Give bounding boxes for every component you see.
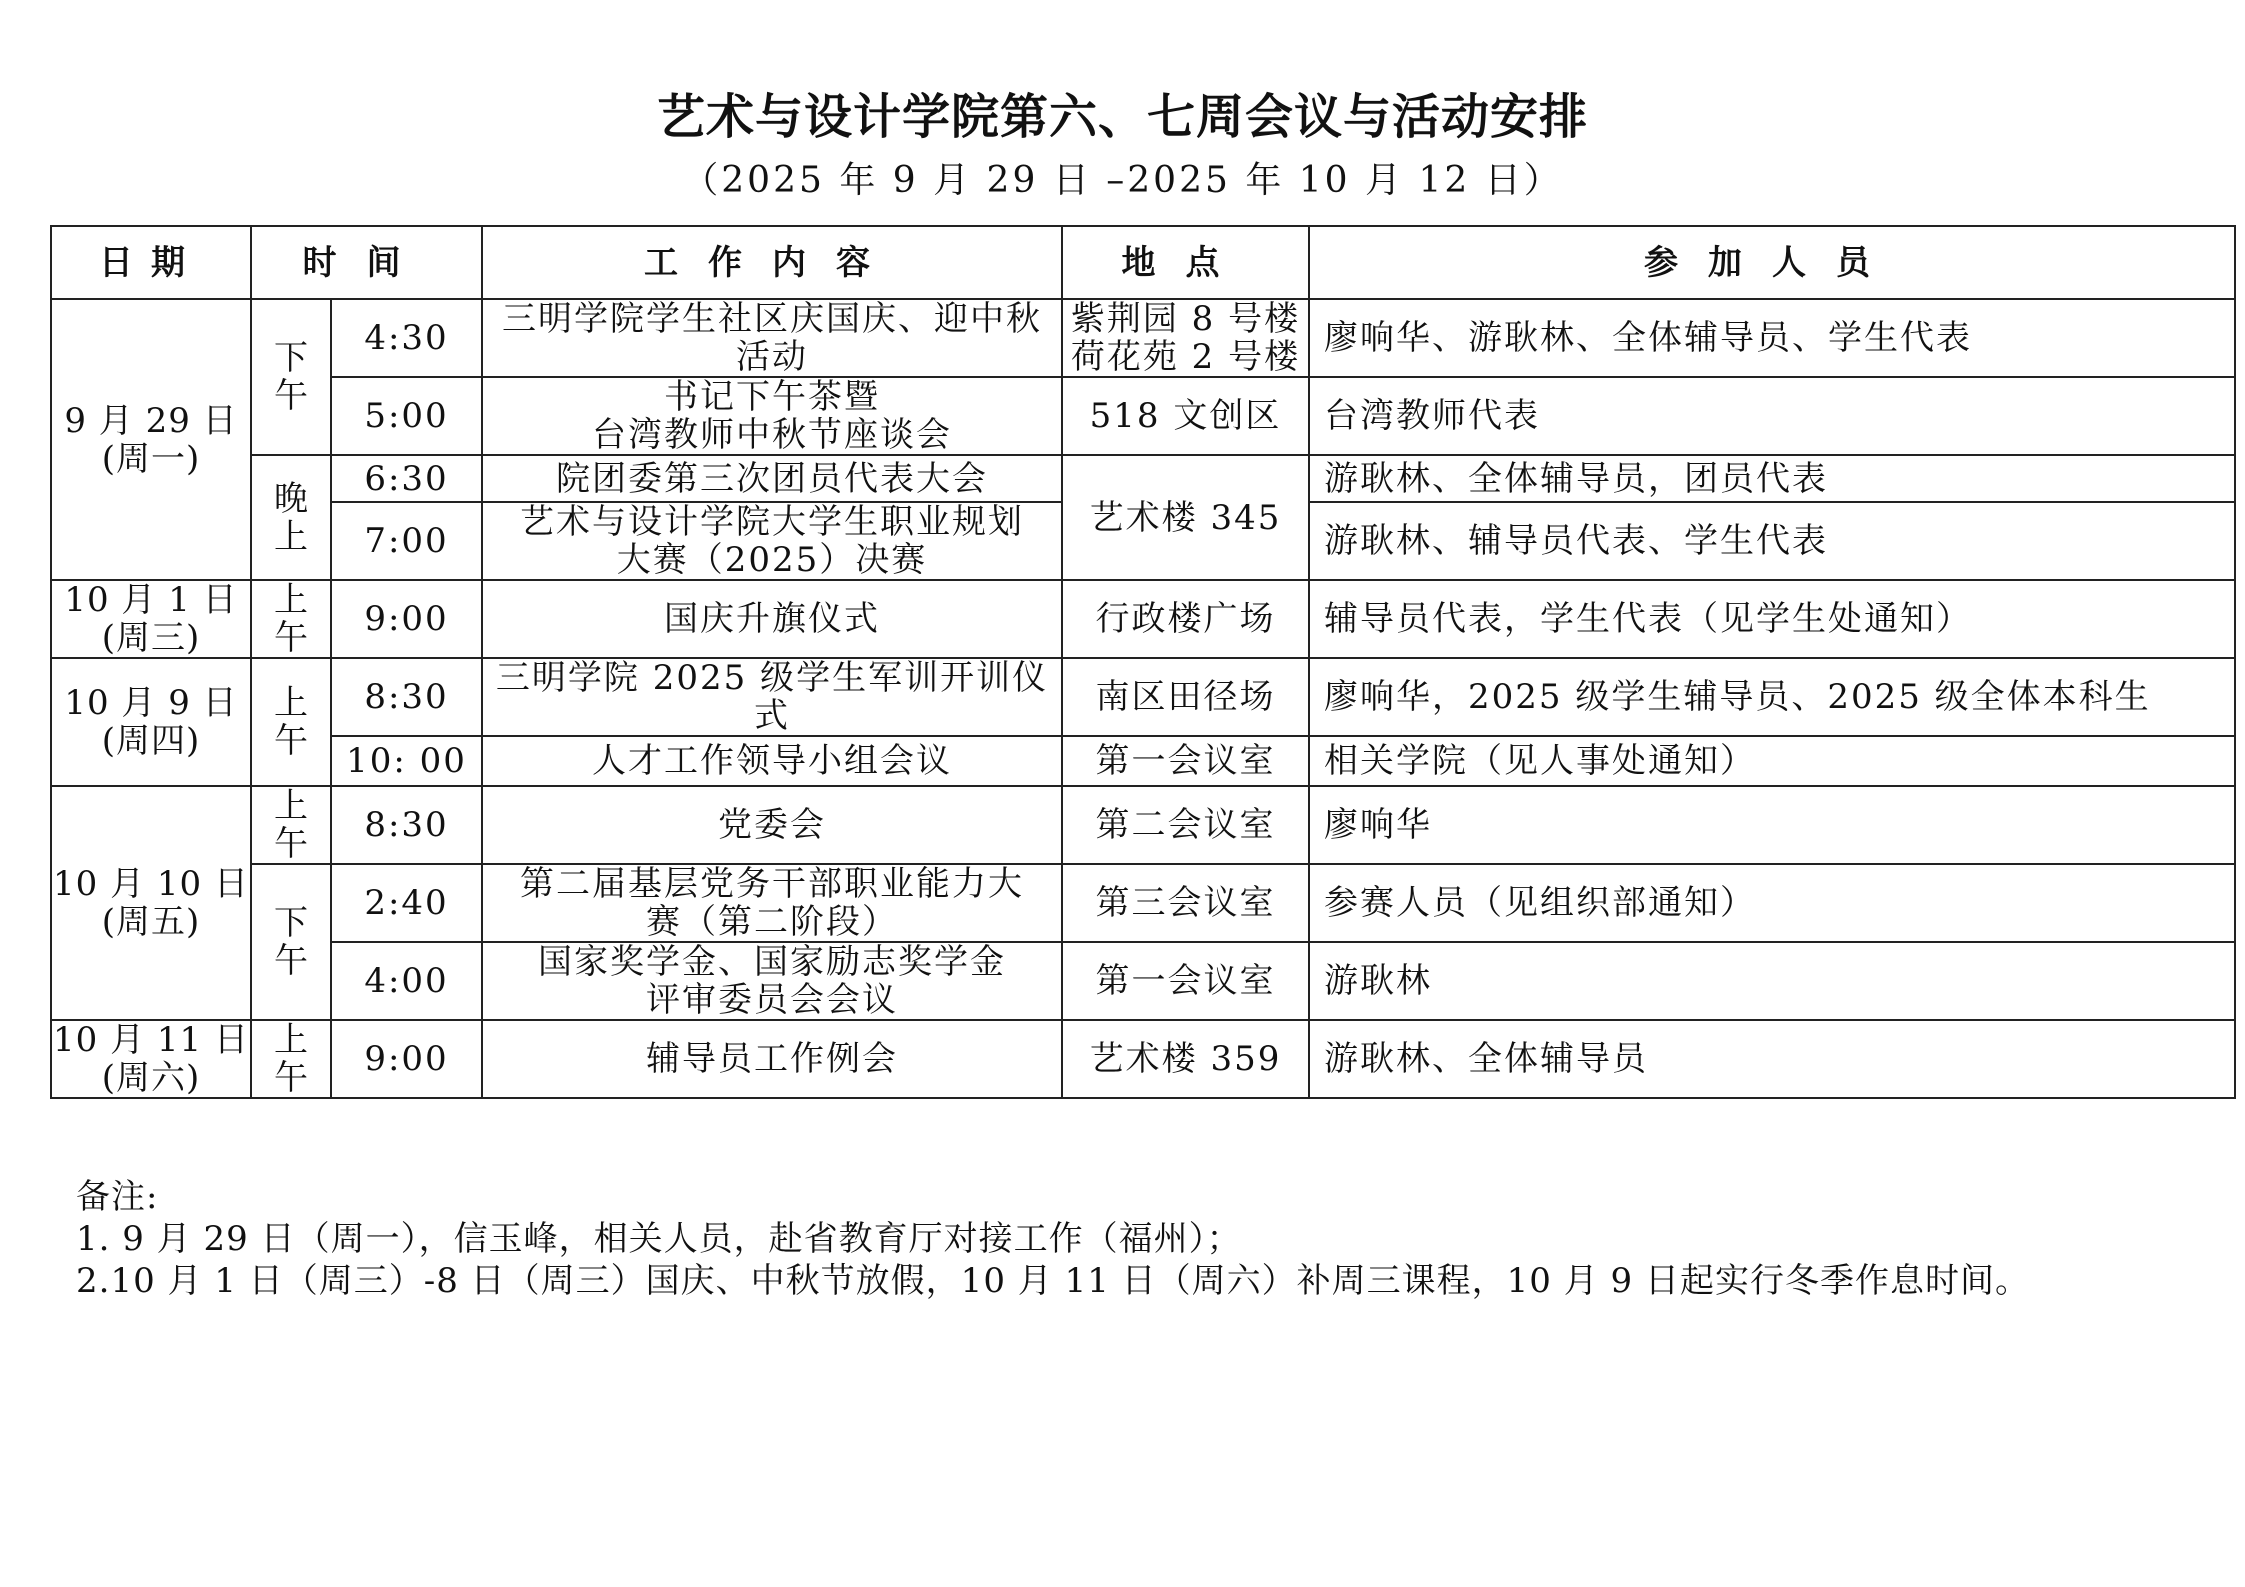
header-time: 时间 (251, 226, 482, 299)
table-row (51, 942, 2235, 1020)
participants-cell: 相关学院（见人事处通知） (1309, 736, 2235, 786)
content-cell-line: 国家奖学金、国家励志奖学金 (538, 942, 1006, 982)
time-cell: 4:30 (331, 299, 482, 377)
location-cell (1062, 942, 1309, 1020)
date-text: 10 月 10 日 (53, 864, 249, 904)
content-cell-line: 式 (754, 696, 790, 736)
date-cell (51, 658, 251, 786)
participants-cell: 游耿林 (1309, 942, 2235, 1020)
location-cell-line: 第一会议室 (1095, 741, 1276, 781)
content-cell (482, 786, 1062, 864)
content-cell (482, 455, 1062, 502)
period-cell (251, 1020, 331, 1098)
content-cell-line: 艺术与设计学院大学生职业规划 (520, 502, 1024, 542)
note-item-1: 1. 9 月 29 日（周一），信玉峰，相关人员，赴省教育厅对接工作（福州）； (76, 1219, 1242, 1259)
table-row (51, 377, 2235, 455)
participants-cell: 游耿林、辅导员代表、学生代表 (1309, 502, 2235, 580)
content-cell-line: 大赛（2025）决赛 (616, 540, 928, 580)
table-row (51, 658, 2235, 736)
time-cell: 9:00 (331, 580, 482, 658)
content-cell-line: 国庆升旗仪式 (664, 599, 880, 639)
content-cell (482, 942, 1062, 1020)
schedule-body (51, 299, 2235, 1098)
content-cell (482, 736, 1062, 786)
period-char: 午 (274, 618, 308, 658)
table-row (51, 455, 2235, 502)
table-row (51, 736, 2235, 786)
location-cell (1062, 864, 1309, 942)
participants-cell: 廖响华 (1309, 786, 2235, 864)
weekday-text: (周五) (101, 902, 201, 942)
time-cell: 8:30 (331, 786, 482, 864)
period-cell (251, 658, 331, 786)
period-char: 上 (274, 580, 308, 620)
date-cell (51, 580, 251, 658)
period-char: 上 (274, 683, 308, 723)
weekday-text: (周三) (101, 618, 201, 658)
weekday-text: (周一) (101, 438, 201, 479)
period-char: 上 (274, 516, 308, 557)
content-cell-line: 院团委第三次团员代表大会 (556, 458, 988, 499)
participants-cell: 游耿林、全体辅导员 (1309, 1020, 2235, 1098)
location-cell (1062, 580, 1309, 658)
period-char: 午 (274, 376, 308, 416)
content-cell (482, 299, 1062, 377)
header-participants: 参加人员 (1309, 226, 2235, 299)
period-char: 上 (274, 786, 308, 826)
table-row (51, 1020, 2235, 1098)
content-cell-line: 赛（第二阶段） (646, 902, 898, 942)
content-cell-line: 台湾教师中秋节座谈会 (592, 415, 952, 455)
time-cell: 10: 00 (331, 736, 482, 786)
participants-cell: 辅导员代表，学生代表（见学生处通知） (1309, 580, 2235, 658)
period-cell (251, 299, 331, 455)
content-cell-line: 评审委员会会议 (646, 980, 898, 1020)
date-text: 10 月 1 日 (64, 580, 238, 620)
weekday-text: (周四) (101, 721, 201, 761)
table-row (51, 580, 2235, 658)
location-cell-line: 518 文创区 (1089, 396, 1282, 436)
content-cell-line: 党委会 (718, 805, 826, 845)
content-cell-line: 三明学院 2025 级学生军训开训仪 (495, 658, 1049, 698)
location-cell-line: 行政楼广场 (1095, 599, 1276, 639)
time-cell: 2:40 (331, 864, 482, 942)
content-cell (482, 377, 1062, 455)
note-item-2: 2.10 月 1 日（周三）-8 日（周三）国庆、中秋节放假，10 月 11 日（周六）补周三课程，10 月 9 日起实行冬季作息时间。 (76, 1261, 2030, 1301)
period-char: 午 (274, 824, 308, 864)
period-cell (251, 455, 331, 580)
time-cell: 6:30 (331, 455, 482, 502)
location-cell-line: 第三会议室 (1095, 883, 1276, 923)
content-cell (482, 658, 1062, 736)
schedule-table (50, 225, 2236, 1099)
header-location: 地点 (1062, 226, 1309, 299)
notes-section (76, 1176, 2030, 1302)
location-cell (1062, 377, 1309, 455)
date-cell (51, 1020, 251, 1098)
location-cell (1062, 658, 1309, 736)
content-cell-line: 三明学院学生社区庆国庆、迎中秋 (502, 299, 1042, 339)
location-cell-line: 第一会议室 (1095, 961, 1276, 1001)
location-cell-line: 艺术楼 359 (1089, 1039, 1282, 1079)
date-text: 10 月 9 日 (64, 683, 238, 723)
period-char: 午 (274, 721, 308, 761)
content-cell-line: 书记下午茶暨 (664, 377, 880, 417)
period-char: 下 (274, 338, 308, 378)
location-cell (1062, 786, 1309, 864)
period-char: 下 (274, 903, 308, 943)
content-cell-line: 活动 (736, 337, 808, 377)
table-row (51, 786, 2235, 864)
content-cell (482, 580, 1062, 658)
location-cell-line: 荷花苑 2 号楼 (1070, 337, 1301, 377)
location-cell-line: 南区田径场 (1095, 677, 1276, 717)
header-content: 工作内容 (482, 226, 1062, 299)
location-cell-line: 第二会议室 (1095, 805, 1276, 845)
content-cell (482, 502, 1062, 580)
period-char: 上 (274, 1020, 308, 1060)
weekday-text: (周六) (101, 1058, 201, 1098)
content-cell-line: 人才工作领导小组会议 (592, 741, 952, 781)
table-row (51, 864, 2235, 942)
location-cell (1062, 1020, 1309, 1098)
content-cell-line: 辅导员工作例会 (646, 1039, 898, 1079)
participants-cell: 廖响华、游耿林、全体辅导员、学生代表 (1309, 299, 2235, 377)
time-cell: 4:00 (331, 942, 482, 1020)
period-char: 晚 (274, 478, 308, 519)
time-cell: 9:00 (331, 1020, 482, 1098)
date-cell (51, 786, 251, 1020)
content-cell-line: 第二届基层党务干部职业能力大 (520, 864, 1024, 904)
participants-cell: 参赛人员（见组织部通知） (1309, 864, 2235, 942)
date-cell (51, 299, 251, 580)
document-title: 艺术与设计学院第六、七周会议与活动安排 (656, 89, 1588, 145)
header-date: 日期 (51, 226, 251, 299)
time-cell: 5:00 (331, 377, 482, 455)
location-cell (1062, 736, 1309, 786)
time-cell: 8:30 (331, 658, 482, 736)
location-cell-line: 紫荆园 8 号楼 (1070, 299, 1301, 339)
participants-cell: 台湾教师代表 (1309, 377, 2235, 455)
date-text: 10 月 11 日 (53, 1020, 249, 1060)
location-cell (1062, 299, 1309, 377)
content-cell (482, 864, 1062, 942)
time-cell: 7:00 (331, 502, 482, 580)
participants-cell: 廖响华，2025 级学生辅导员、2025 级全体本科生 (1309, 658, 2235, 736)
date-text: 9 月 29 日 (64, 400, 238, 441)
period-cell (251, 864, 331, 1020)
notes-heading: 备注: (76, 1177, 159, 1217)
content-cell (482, 1020, 1062, 1098)
table-row (51, 299, 2235, 377)
participants-cell: 游耿林、全体辅导员，团员代表 (1309, 455, 2235, 502)
period-cell (251, 786, 331, 864)
period-char: 午 (274, 1058, 308, 1098)
location-cell: 艺术楼 345 (1062, 455, 1309, 580)
period-char: 午 (274, 941, 308, 981)
table-header-row (51, 226, 2235, 299)
document-subtitle: （2025 年 9 月 29 日 –2025 年 10 月 12 日） (682, 160, 1563, 201)
period-cell (251, 580, 331, 658)
